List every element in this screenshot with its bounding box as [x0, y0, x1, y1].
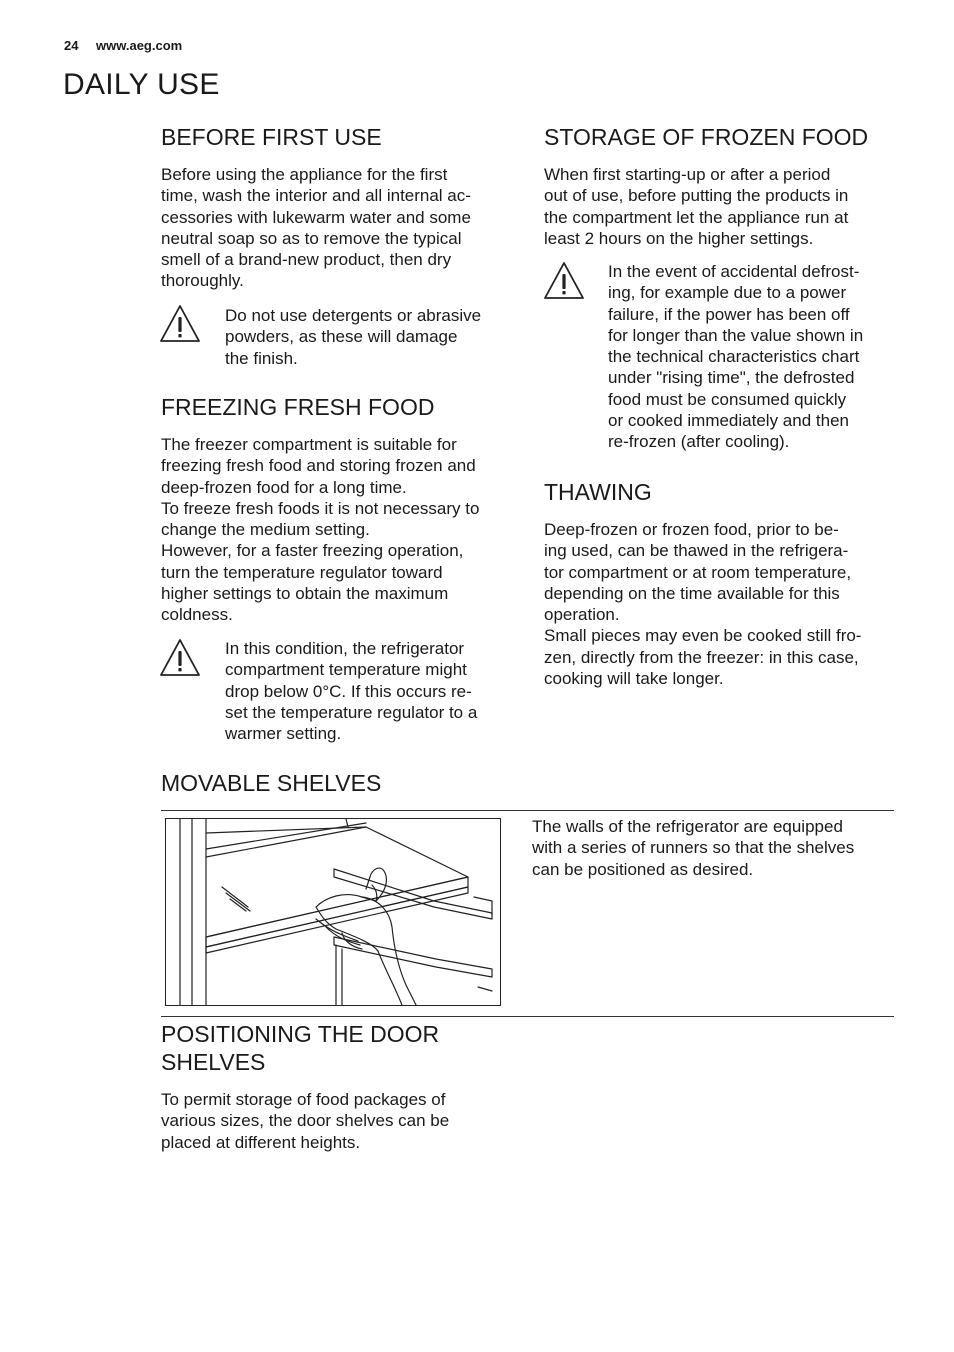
- page-title: DAILY USE: [63, 68, 220, 101]
- freezing-fresh-food-warning: In this condition, the refrigerator compartment temperature might drop below 0°C. If this occurs re- set the temperature regulator to a warmer setting.: [225, 639, 478, 744]
- shelf-hand-illustration: [165, 818, 501, 1006]
- before-first-use-text: Before using the appliance for the first time, wash the interior and all internal ac- cessories with lukewarm water and some neutral soap so as to remove the typical smell of a brand-new product, then dry thoroughly.: [161, 165, 471, 291]
- warning-triangle-icon: [159, 638, 201, 678]
- section-divider-bottom: [161, 1016, 894, 1017]
- storage-of-frozen-food-warning: In the event of accidental defrost- ing, for example due to a power failure, if the power has been off for longer than the value shown in the technical characteristics chart under "rising time", the defrosted food must be consumed quickly or cooked immediately and then re-frozen (after cooling).: [608, 262, 864, 452]
- movable-shelves-text: The walls of the refrigerator are equipped with a series of runners so that the shelves can be positioned as desired.: [532, 817, 855, 879]
- freezing-fresh-food-text: The freezer compartment is suitable for freezing fresh food and storing frozen and deep-frozen food for a long time. To freeze fresh foods it is not necessary to change the medium setting. However, for a faster freezing operation, turn the temperature regulator toward higher settings to obtain the maximum coldness.: [161, 435, 480, 625]
- thawing-text: Deep-frozen or frozen food, prior to be- ing used, can be thawed in the refrigera- tor compartment or at room temperature, depending on the time available for this operation. Small pieces may even be cooked still fro- zen, directly from the freezer: in this case, cooking will take longer.: [544, 520, 862, 689]
- header-url: www.aeg.com: [96, 38, 183, 53]
- heading-before-first-use: BEFORE FIRST USE: [161, 124, 382, 150]
- heading-positioning-door-shelves: POSITIONING THE DOOR SHELVES: [161, 1021, 440, 1075]
- storage-of-frozen-food-text: When first starting-up or after a period out of use, before putting the products in the compartment let the appliance run at least 2 hours on the higher settings.: [544, 165, 849, 248]
- warning-triangle-icon: [159, 304, 201, 344]
- section-divider-top: [161, 810, 894, 811]
- warning-triangle-icon: [543, 261, 585, 301]
- before-first-use-warning: Do not use detergents or abrasive powders, as these will damage the finish.: [225, 306, 482, 368]
- heading-freezing-fresh-food: FREEZING FRESH FOOD: [161, 394, 435, 420]
- heading-thawing: THAWING: [544, 479, 652, 505]
- heading-storage-of-frozen-food: STORAGE OF FROZEN FOOD: [544, 124, 869, 150]
- page-number: 24: [64, 38, 79, 53]
- positioning-door-shelves-text: To permit storage of food packages of various sizes, the door shelves can be placed at different heights.: [161, 1090, 450, 1152]
- heading-movable-shelves: MOVABLE SHELVES: [161, 770, 382, 796]
